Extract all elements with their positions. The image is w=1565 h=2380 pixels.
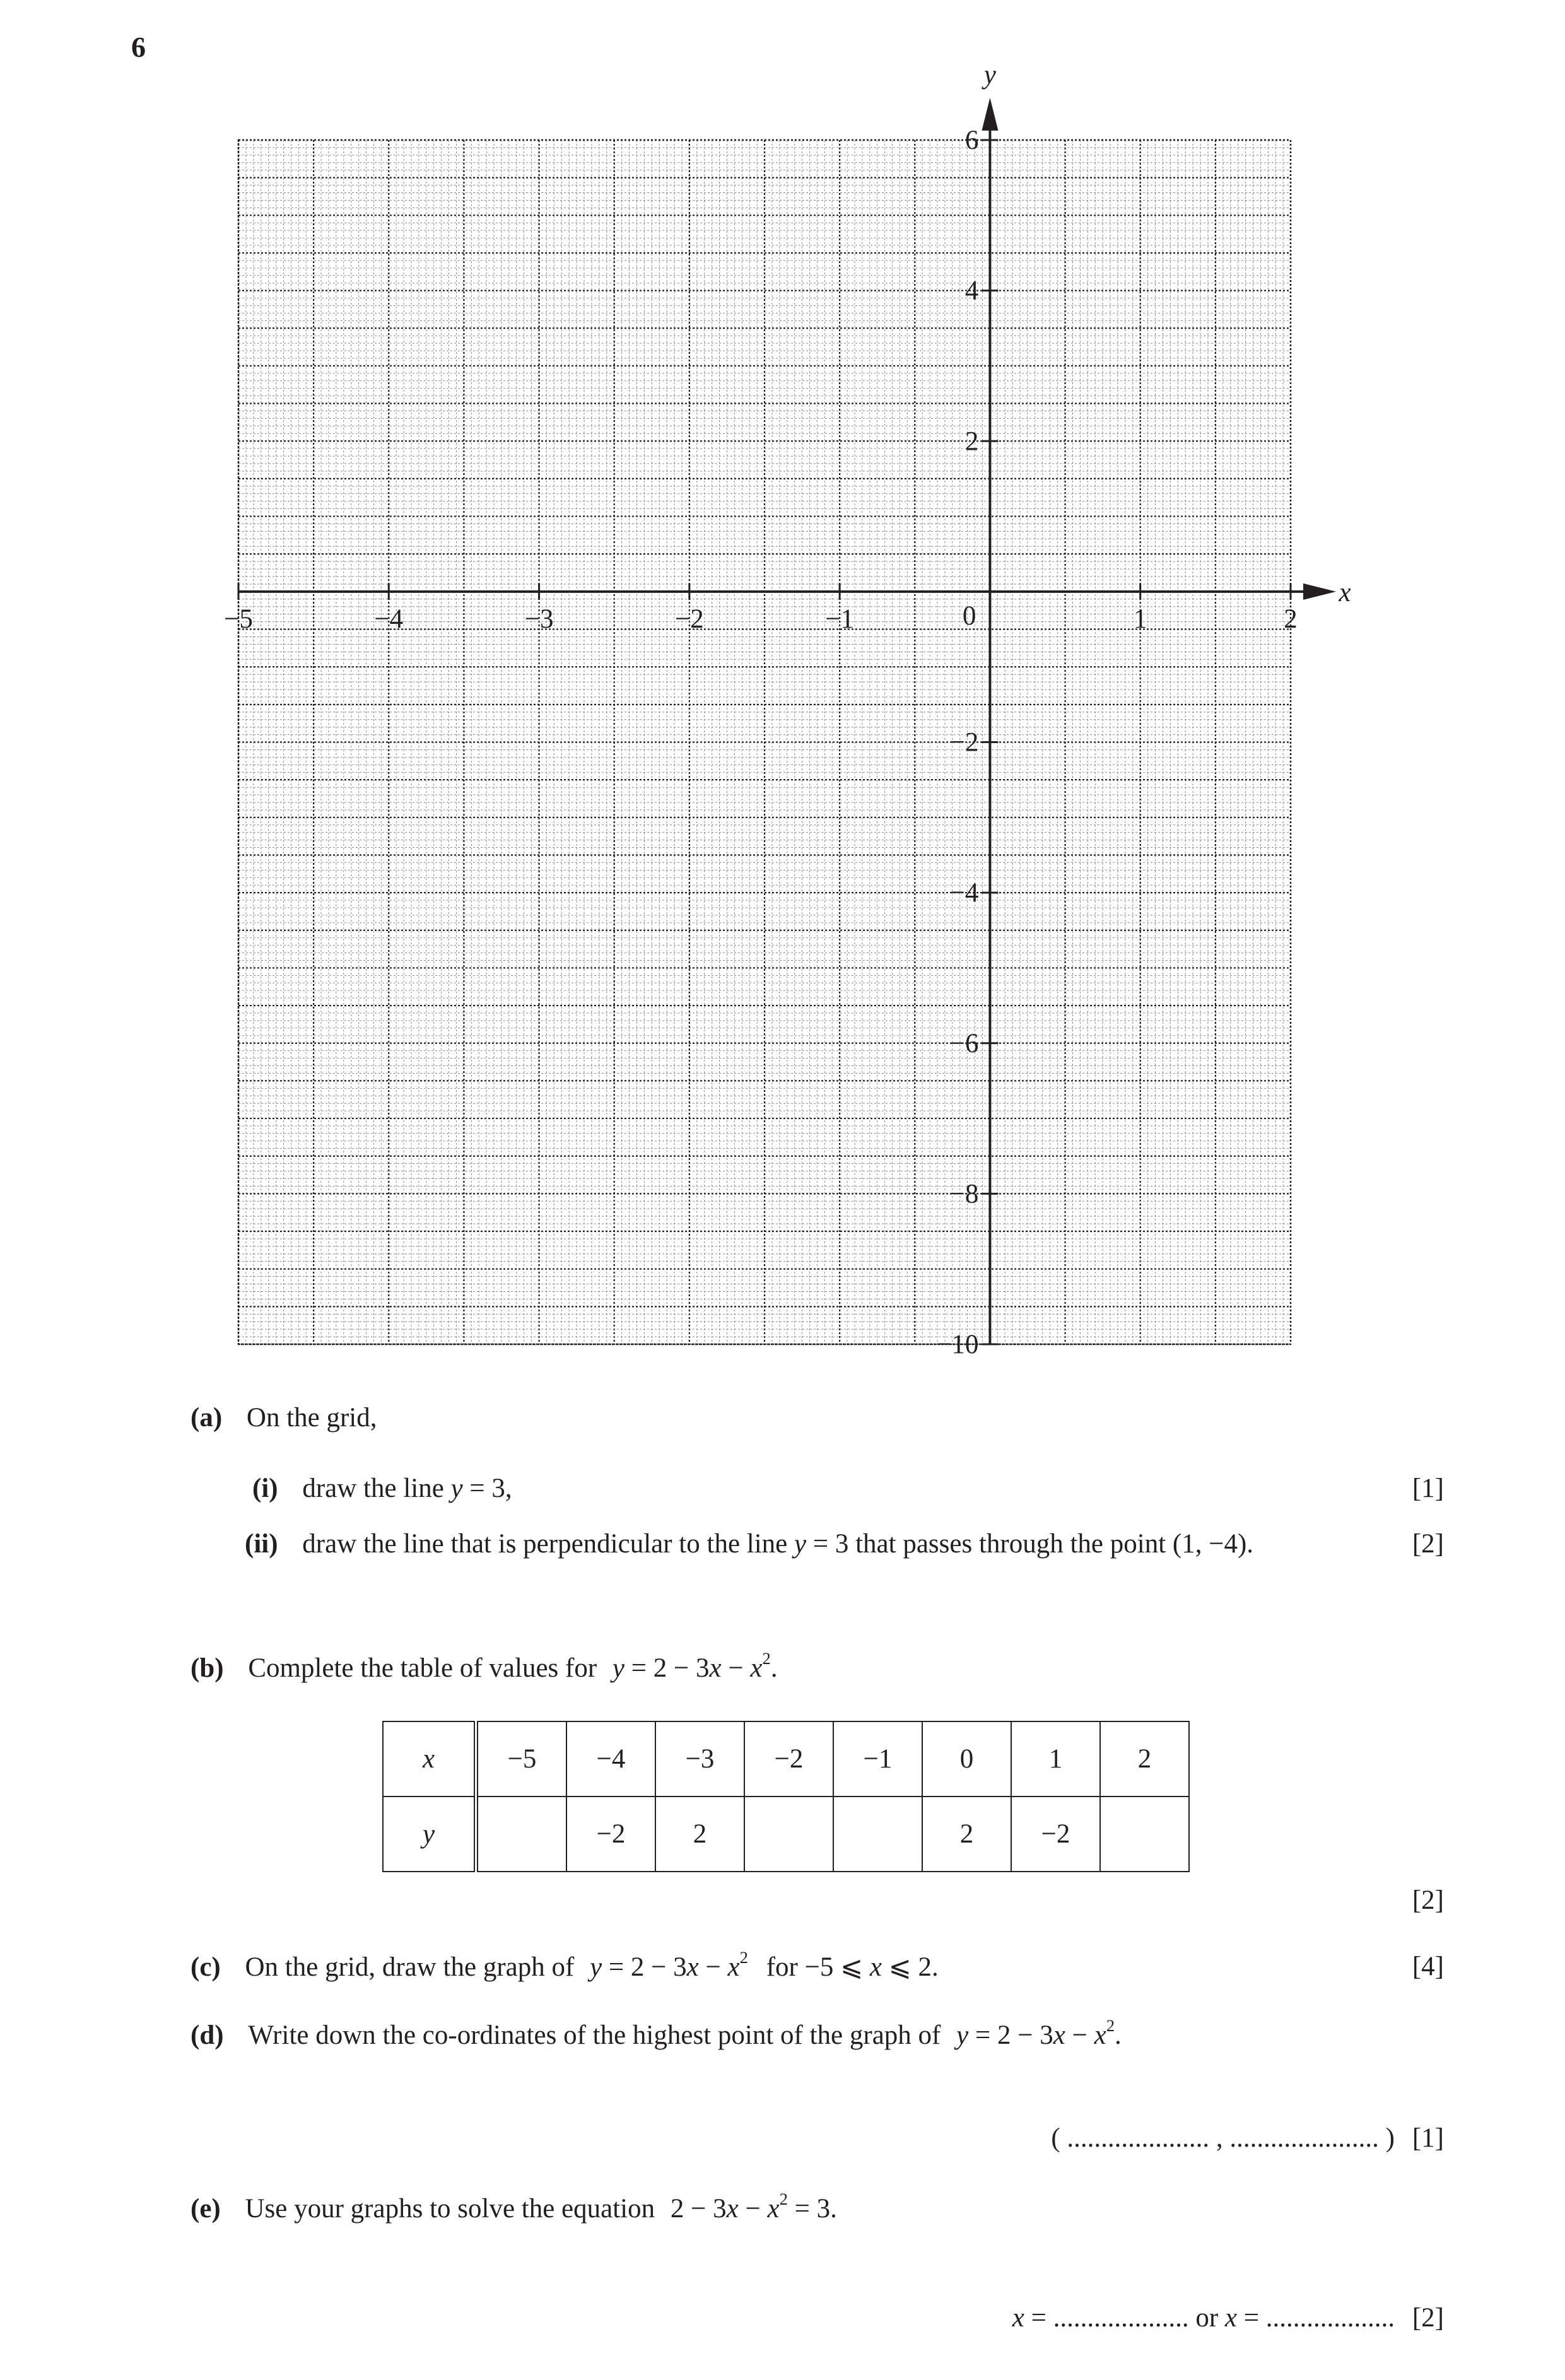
question-d bbox=[190, 2016, 1122, 2051]
y-axis-arrow bbox=[982, 98, 998, 131]
table-cell-y: 2 bbox=[655, 1797, 744, 1872]
table-cell-x: 2 bbox=[1100, 1721, 1189, 1797]
y-tick-label: −4 bbox=[949, 878, 979, 908]
x-tick-label: −3 bbox=[524, 604, 554, 634]
y-tick-label: −6 bbox=[949, 1028, 979, 1058]
question-a-ii-text-pre: draw the line that is perpendicular to the line bbox=[302, 1529, 795, 1559]
y-tick-label: 6 bbox=[964, 126, 979, 155]
table-cell-y-blank[interactable] bbox=[833, 1797, 922, 1872]
x-tick-label: −1 bbox=[825, 604, 855, 634]
table-cell-x: −1 bbox=[833, 1721, 922, 1797]
table-cell-y-blank[interactable] bbox=[476, 1797, 567, 1872]
question-e-equation: $2 - 3x - x^2 = 3$. bbox=[670, 2189, 837, 2224]
question-b-mark: [2] bbox=[1412, 1885, 1444, 1915]
table-cell-x: −4 bbox=[566, 1721, 655, 1797]
table-header-x: x bbox=[383, 1721, 476, 1797]
origin-label: 0 bbox=[962, 601, 976, 631]
question-d-text: Write down the co-ordinates of the highest point of the graph of bbox=[248, 2020, 941, 2050]
question-b-label: (b) bbox=[190, 1653, 224, 1683]
question-c-equation: $y = 2 - 3x - x^2$ bbox=[590, 1948, 748, 1982]
x-axis-label: x bbox=[1339, 577, 1351, 607]
y-tick-label: −10 bbox=[936, 1330, 979, 1359]
x-tick-label: 2 bbox=[1284, 604, 1298, 634]
question-a bbox=[190, 1402, 377, 1433]
question-e bbox=[190, 2189, 837, 2224]
y-tick-label: 2 bbox=[964, 426, 979, 457]
question-a-i-var: y bbox=[450, 1474, 463, 1503]
question-c-text: On the grid, draw the graph of bbox=[245, 1952, 575, 1982]
question-a-ii-var: y bbox=[794, 1529, 807, 1559]
question-c bbox=[190, 1948, 939, 1983]
y-tick-label: −8 bbox=[949, 1179, 979, 1209]
question-a-i-mark: [1] bbox=[1412, 1474, 1444, 1503]
question-a-i bbox=[252, 1473, 512, 1504]
table-cell-x: −5 bbox=[476, 1721, 567, 1797]
question-a-i-text-pre: draw the line bbox=[302, 1474, 451, 1503]
question-d-label: (d) bbox=[190, 2020, 224, 2050]
table-cell-x: −2 bbox=[744, 1721, 833, 1797]
question-e-mark: [2] bbox=[1412, 2303, 1444, 2333]
values-table bbox=[382, 1721, 1190, 1872]
question-e-text: Use your graphs to solve the equation bbox=[245, 2194, 655, 2224]
question-e-label: (e) bbox=[190, 2194, 221, 2224]
question-c-label: (c) bbox=[190, 1952, 221, 1982]
x-tick-label: 1 bbox=[1133, 604, 1147, 634]
question-c-mark: [4] bbox=[1412, 1952, 1444, 1981]
question-b bbox=[190, 1649, 778, 1684]
table-cell-x: 1 bbox=[1011, 1721, 1100, 1797]
x-tick-label: −4 bbox=[374, 604, 404, 634]
question-a-ii bbox=[245, 1528, 1253, 1559]
table-cell-x: −3 bbox=[655, 1721, 744, 1797]
question-a-i-label: (i) bbox=[252, 1474, 278, 1503]
question-a-ii-text-post: = 3 that passes through the point (1, −4). bbox=[806, 1529, 1254, 1559]
question-a-text: On the grid, bbox=[246, 1403, 377, 1433]
table-row-y bbox=[383, 1797, 1189, 1872]
table-header-y: y bbox=[383, 1797, 476, 1872]
question-a-label: (a) bbox=[190, 1403, 223, 1433]
table-cell-y-blank[interactable] bbox=[1100, 1797, 1189, 1872]
table-cell-y: 2 bbox=[922, 1797, 1011, 1872]
y-tick-label: 4 bbox=[964, 276, 979, 306]
x-axis-arrow bbox=[1303, 583, 1336, 600]
y-axis-label: y bbox=[983, 60, 996, 90]
question-a-i-text-post: = 3, bbox=[462, 1474, 512, 1503]
question-d-equation: $y = 2 - 3x - x^2$. bbox=[956, 2016, 1122, 2050]
question-c-range: for −5 ⩽ x ⩽ 2. bbox=[766, 1952, 939, 1982]
x-tick-label: −5 bbox=[224, 604, 253, 634]
question-b-equation: $y = 2 - 3x - x^2$. bbox=[612, 1649, 778, 1683]
x-tick-label: −2 bbox=[674, 604, 704, 634]
question-a-ii-mark: [2] bbox=[1412, 1529, 1444, 1559]
question-a-ii-label: (ii) bbox=[245, 1529, 278, 1559]
question-d-answer-line[interactable]: ( ..................... , ...................... ) bbox=[1051, 2123, 1395, 2153]
table-cell-y-blank[interactable] bbox=[744, 1797, 833, 1872]
table-cell-y: −2 bbox=[566, 1797, 655, 1872]
y-tick-label: −2 bbox=[949, 727, 979, 758]
question-b-text: Complete the table of values for bbox=[248, 1653, 597, 1683]
question-d-mark: [1] bbox=[1412, 2123, 1444, 2153]
question-e-answer-line[interactable]: x = .................... or x = ................... bbox=[1012, 2303, 1395, 2333]
table-cell-y: −2 bbox=[1011, 1797, 1100, 1872]
table-cell-x: 0 bbox=[922, 1721, 1011, 1797]
page-number: 6 bbox=[131, 31, 146, 63]
table-row-x bbox=[383, 1721, 1189, 1797]
